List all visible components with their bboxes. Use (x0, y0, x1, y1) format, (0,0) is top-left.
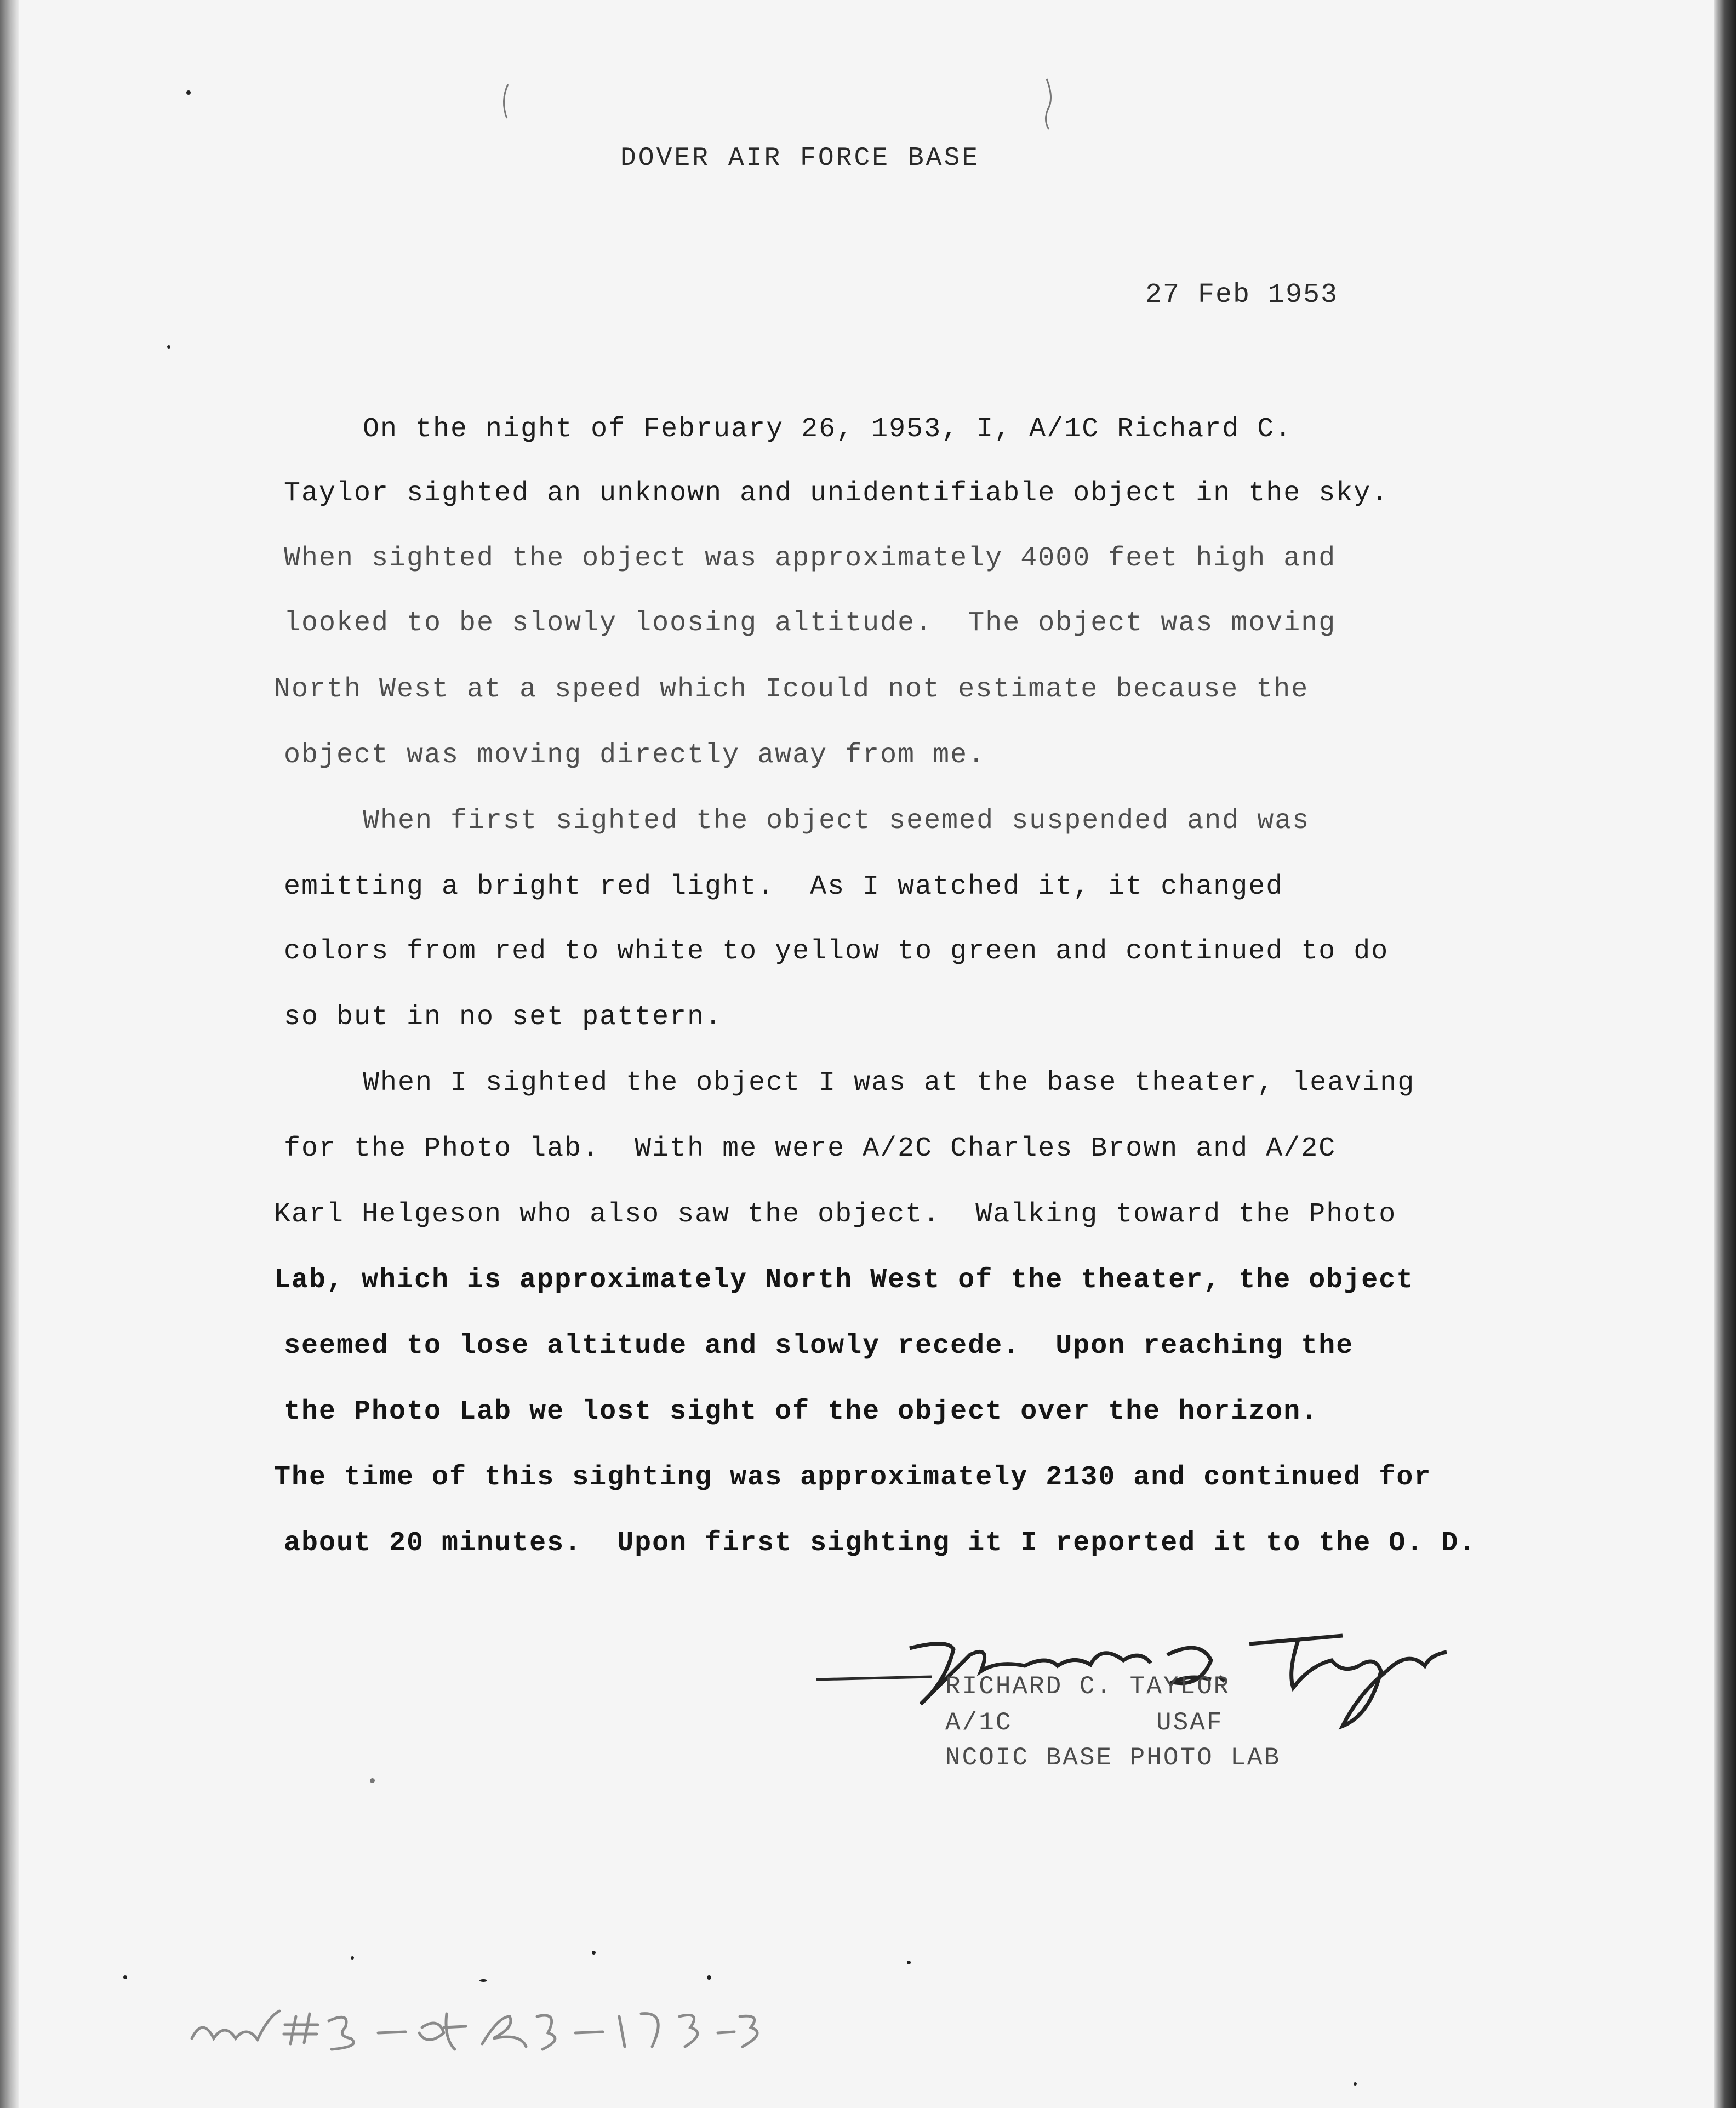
scan-speck (351, 1956, 354, 1960)
document-date: 27 Feb 1953 (1145, 279, 1339, 311)
handwritten-reference-note (186, 1995, 767, 2060)
signature-title: NCOIC BASE PHOTO LAB (945, 1744, 1281, 1772)
scan-speck (592, 1951, 596, 1955)
scan-speck (907, 1961, 911, 1964)
paragraph-3-line: about 20 minutes. Upon first sighting it I reported it to the O. D. (284, 1528, 1477, 1559)
paragraph-1-line: On the night of February 26, 1953, I, A/1C Richard C. (363, 414, 1293, 445)
scan-speck (479, 1979, 487, 1982)
paragraph-3-line: seemed to lose altitude and slowly recede. Upon reaching the (284, 1330, 1354, 1362)
paragraph-1-line: object was moving directly away from me. (284, 740, 986, 771)
paragraph-2-line: emitting a bright red light. As I watched it, it changed (284, 871, 1284, 902)
signature-service: USAF (1156, 1709, 1224, 1737)
paragraph-2-line: colors from red to white to yellow to green and continued to do (284, 936, 1389, 967)
paragraph-2-line: When first sighted the object seemed suspended and was (363, 806, 1310, 837)
paragraph-3-line: Lab, which is approximately North West of the theater, the object (274, 1265, 1414, 1296)
paragraph-2-line: so but in no set pattern. (284, 1002, 723, 1033)
scan-speck (186, 90, 191, 95)
document-header: DOVER AIR FORCE BASE (620, 144, 980, 173)
top-mark (1041, 77, 1058, 132)
scan-right-edge (1714, 0, 1736, 2108)
paragraph-1-line: looked to be slowly loosing altitude. The object was moving (284, 608, 1337, 639)
paragraph-3-line: Karl Helgeson who also saw the object. Walking toward the Photo (274, 1199, 1397, 1230)
paragraph-1-line: Taylor sighted an unknown and unidentifiable object in the sky. (284, 478, 1389, 509)
scan-speck (707, 1975, 711, 1980)
scan-speck (167, 345, 170, 349)
scan-left-edge (0, 0, 19, 2108)
signature-name: RICHARD C. TAYLOR (945, 1672, 1231, 1701)
scan-speck (1354, 2082, 1357, 2086)
paragraph-3-line: the Photo Lab we lost sight of the object over the horizon. (284, 1396, 1319, 1427)
scan-speck (370, 1778, 375, 1783)
paragraph-3-line: for the Photo lab. With me were A/2C Charles Brown and A/2C (284, 1133, 1337, 1164)
scan-speck (123, 1975, 127, 1979)
paragraph-3-line: When I sighted the object I was at the base theater, leaving (363, 1067, 1415, 1099)
signature-rank: A/1C (945, 1709, 1013, 1737)
paragraph-3-line: The time of this sighting was approximately 2130 and continued for (274, 1462, 1432, 1493)
paragraph-1-line: When sighted the object was approximately 4000 feet high and (284, 543, 1337, 574)
paragraph-1-line: North West at a speed which Icould not estimate because the (274, 674, 1309, 705)
top-mark (496, 82, 512, 121)
